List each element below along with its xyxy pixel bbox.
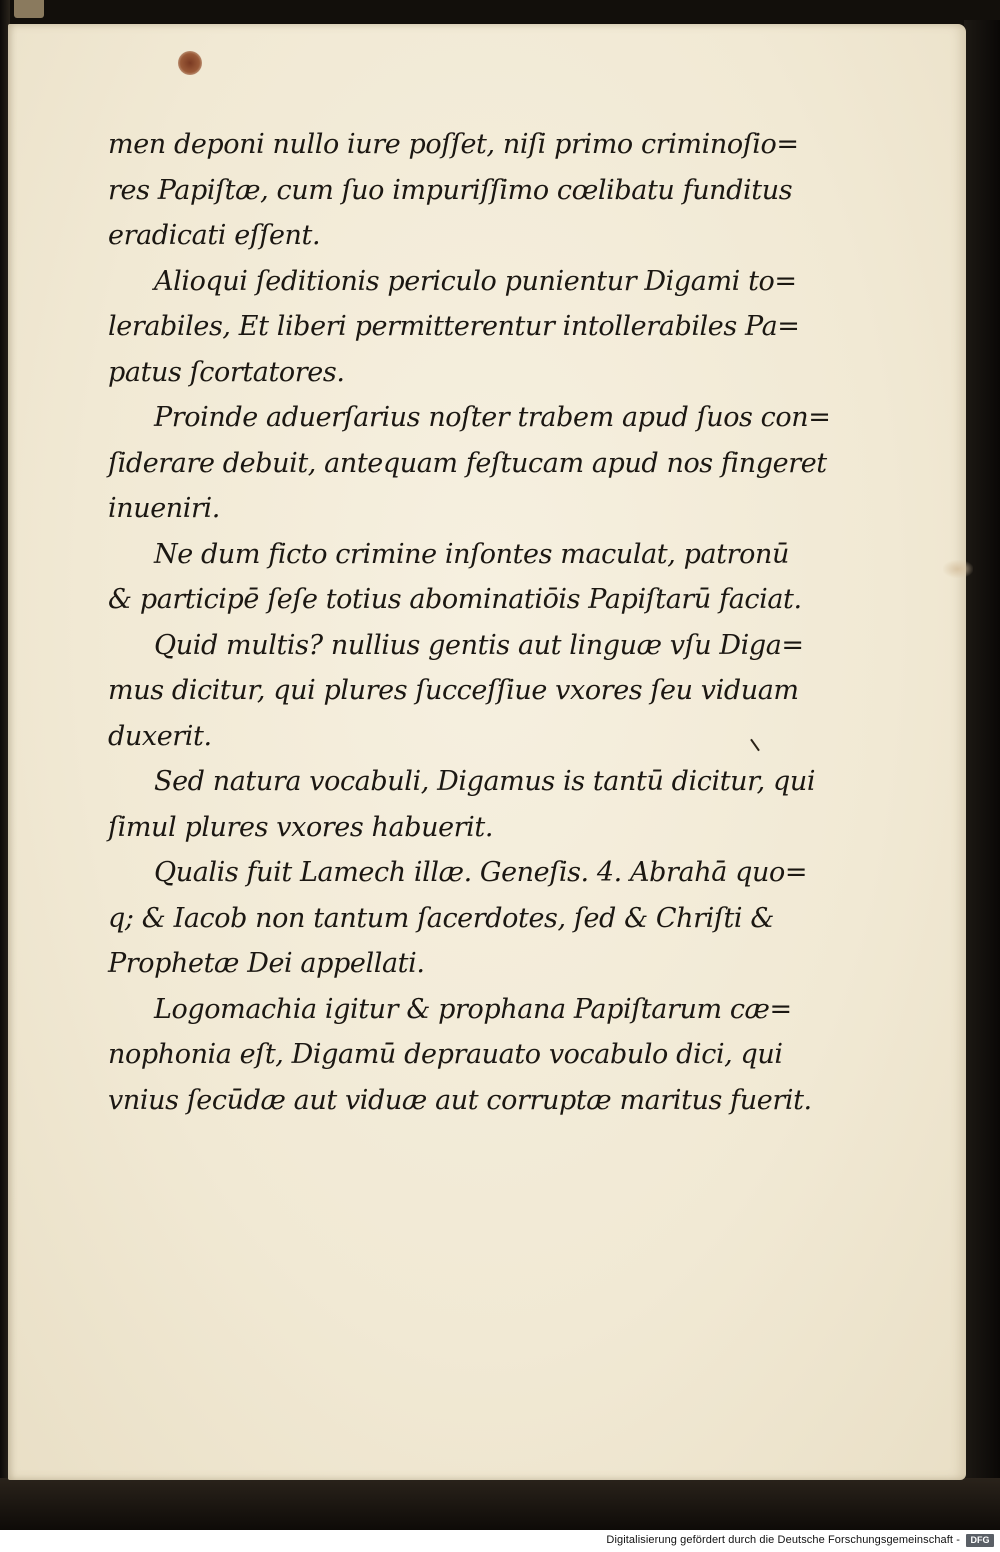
text-line: lerabiles, Et liberi permitterentur intollerabiles Pa= (108, 311, 800, 342)
ink-stain (178, 51, 202, 75)
text-line: Sed natura vocabuli, Digamus is tantū dicitur, qui (154, 766, 816, 797)
funding-credit: Digitalisierung gefördert durch die Deutsche Forschungsgemeinschaft - (606, 1534, 960, 1546)
text-line: men deponi nullo iure poſſet, niſi primo criminoſio= (108, 129, 799, 160)
scan-bottom-edge (0, 1478, 1000, 1530)
text-line: Ne dum ficto crimine inſontes maculat, patronū (154, 538, 789, 570)
text-line: nophonia eſt, Digamū deprauato vocabulo dici, qui (108, 1039, 783, 1070)
text-line: Alioqui ſeditionis periculo punientur Digami to= (154, 265, 797, 297)
dfg-logo-icon: DFG (966, 1534, 994, 1547)
text-line: patus ſcortatores. (108, 356, 345, 388)
text-line: eradicati eſſent. (108, 220, 321, 251)
text-line: duxerit. (108, 720, 212, 752)
text-line: & participē ſeſe totius abominatiōis Papiſtarū faciat. (108, 584, 802, 615)
text-line: mus dicitur, qui plures ſucceſſiue vxores ſeu viduam (108, 675, 799, 706)
text-line: Logomachia igitur & prophana Papiſtarum cæ= (154, 993, 792, 1025)
text-line: Proinde aduerſarius noſter trabem apud ſuos con= (154, 402, 831, 433)
binding-corner (14, 0, 44, 18)
paper-blemish (943, 560, 973, 578)
text-line: res Papiſtæ, cum ſuo impuriſſimo cœlibatu funditus (108, 174, 793, 206)
text-line: ſimul plures vxores habuerit. (108, 811, 494, 843)
text-line: vnius ſecūdæ aut viduæ aut corruptæ maritus fuerit. (108, 1084, 812, 1116)
scan-top-edge (0, 0, 1000, 26)
text-line: inueniri. (108, 493, 220, 524)
text-line: Qualis fuit Lamech illæ. Geneſis. 4. Abrahā quo= (154, 857, 808, 888)
page-body-text (108, 122, 831, 1123)
text-line: Quid multis? nullius gentis aut linguæ vſu Diga= (154, 629, 804, 661)
text-line: ſiderare debuit, antequam feſtucam apud nos fingeret (108, 447, 827, 479)
text-line: Prophetæ Dei appellati. (108, 948, 425, 979)
text-line: q; & Iacob non tantum ſacerdotes, ſed & Chriſti & (108, 902, 774, 934)
scan-right-edge (964, 20, 1000, 1530)
